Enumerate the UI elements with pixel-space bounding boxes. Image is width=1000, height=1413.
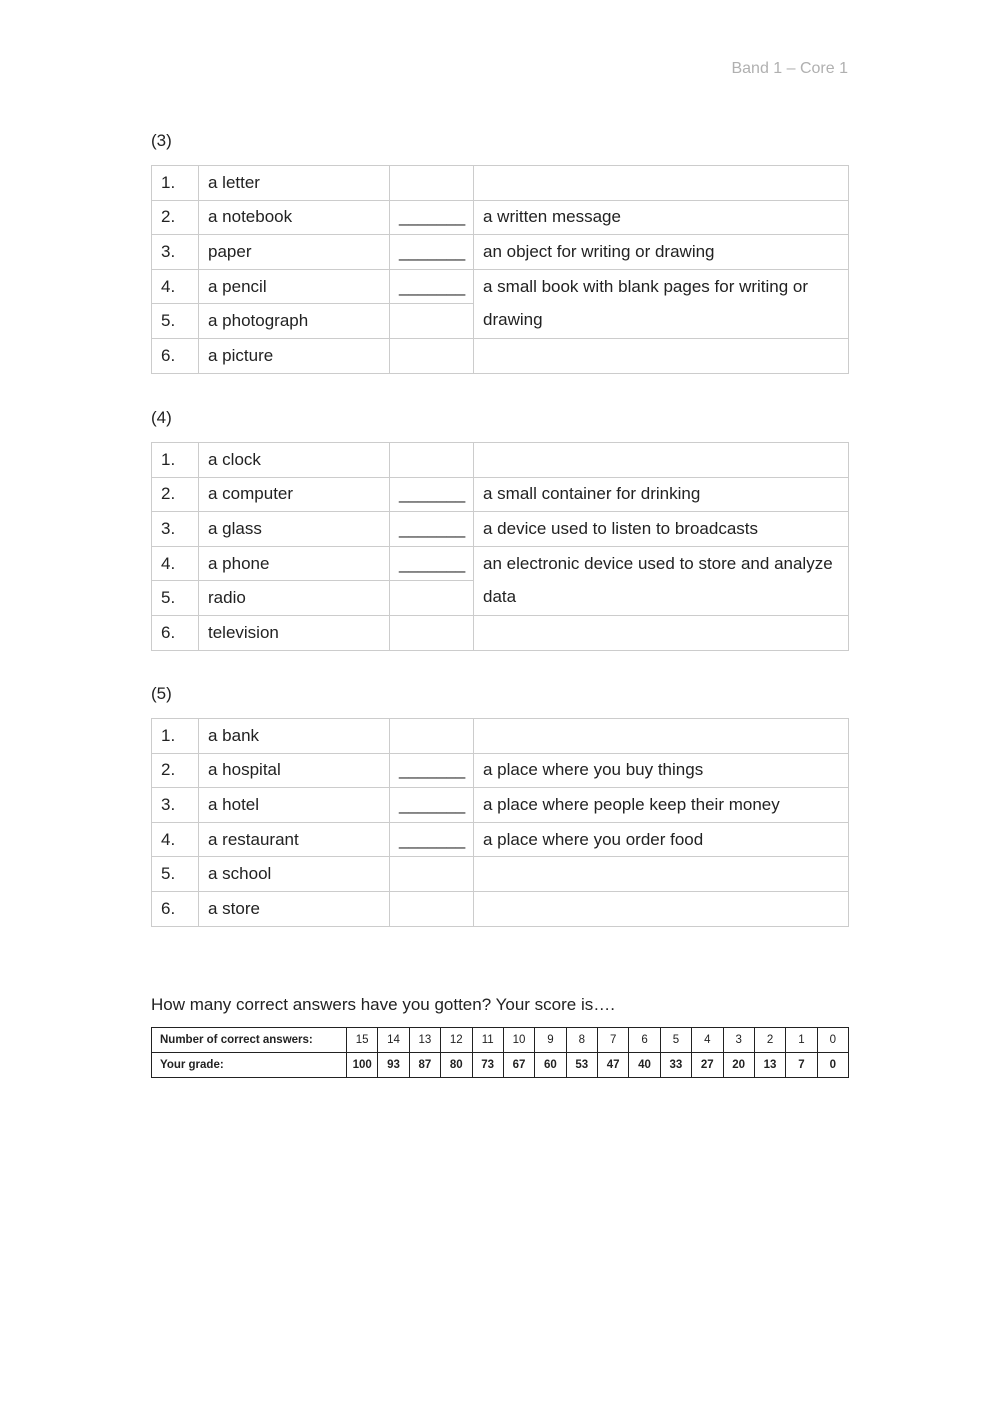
answer-blank[interactable]: _______ [390,477,474,512]
grade-value: 47 [598,1053,629,1078]
table-row [152,338,849,373]
item-number: 4. [152,269,199,304]
correct-count: 14 [378,1028,409,1053]
item-number: 5. [152,581,199,616]
correct-count: 8 [566,1028,597,1053]
table-row [152,857,849,892]
table-row [152,719,849,754]
grade-value: 13 [754,1053,785,1078]
section-label: (3) [151,131,172,150]
correct-count: 7 [598,1028,629,1053]
item-word: a clock [199,443,390,478]
item-number: 3. [152,512,199,547]
definition [474,719,849,754]
grade-value: 53 [566,1053,597,1078]
table-row [152,512,849,547]
table-row [152,822,849,857]
table-row [152,200,849,235]
correct-count: 9 [535,1028,566,1053]
grade-value: 0 [817,1053,848,1078]
item-word: a restaurant [199,822,390,857]
grade-value: 60 [535,1053,566,1078]
table-row [152,546,849,581]
item-word: a letter [199,166,390,201]
grade-value: 67 [503,1053,534,1078]
answer-blank[interactable] [390,304,474,339]
table-row [152,891,849,926]
matching-table [151,165,849,374]
answer-blank[interactable] [390,166,474,201]
item-word: a notebook [199,200,390,235]
table-row [152,615,849,650]
item-word: a school [199,857,390,892]
table-row [152,788,849,823]
page-header: Band 1 – Core 1 [731,60,848,77]
answer-blank[interactable] [390,443,474,478]
item-word: a store [199,891,390,926]
answer-blank[interactable]: _______ [390,512,474,547]
item-number: 2. [152,753,199,788]
section-label: (4) [151,408,172,427]
grade-label: Your grade: [152,1053,347,1078]
grade-value: 100 [347,1053,378,1078]
correct-count: 0 [817,1028,848,1053]
grade-value: 7 [786,1053,817,1078]
item-word: a photograph [199,304,390,339]
item-word: radio [199,581,390,616]
grade-value: 73 [472,1053,503,1078]
answer-blank[interactable] [390,891,474,926]
item-number: 1. [152,443,199,478]
section-label: (5) [151,684,172,703]
item-word: a picture [199,338,390,373]
correct-count: 1 [786,1028,817,1053]
correct-count: 11 [472,1028,503,1053]
answer-blank[interactable] [390,719,474,754]
score-question: How many correct answers have you gotten? Your score is…. [151,995,615,1014]
table-row [152,235,849,270]
item-word: a bank [199,719,390,754]
definition: a small container for drinking [474,477,849,512]
item-number: 6. [152,338,199,373]
table-row [152,443,849,478]
table-row [152,753,849,788]
correct-count: 13 [409,1028,440,1053]
answer-blank[interactable]: _______ [390,200,474,235]
answer-blank[interactable]: _______ [390,269,474,304]
definition: a written message [474,200,849,235]
item-number: 2. [152,477,199,512]
item-number: 3. [152,788,199,823]
definition: an electronic device used to store and analyze data [474,546,849,615]
answer-blank[interactable]: _______ [390,753,474,788]
correct-count: 2 [754,1028,785,1053]
answer-blank[interactable] [390,581,474,616]
definition: an object for writing or drawing [474,235,849,270]
definition: a place where people keep their money [474,788,849,823]
grade-row [152,1053,849,1078]
definition: a device used to listen to broadcasts [474,512,849,547]
item-number: 5. [152,857,199,892]
item-word: paper [199,235,390,270]
table-row [152,477,849,512]
item-number: 4. [152,546,199,581]
item-number: 2. [152,200,199,235]
grade-value: 27 [692,1053,723,1078]
item-word: a phone [199,546,390,581]
item-word: a computer [199,477,390,512]
answer-blank[interactable]: _______ [390,822,474,857]
correct-count: 6 [629,1028,660,1053]
item-number: 4. [152,822,199,857]
item-word: a hotel [199,788,390,823]
definition [474,891,849,926]
grade-value: 40 [629,1053,660,1078]
correct-count: 12 [441,1028,472,1053]
grade-value: 93 [378,1053,409,1078]
matching-table [151,718,849,927]
grade-value: 20 [723,1053,754,1078]
answer-blank[interactable]: _______ [390,788,474,823]
correct-count: 15 [347,1028,378,1053]
item-number: 3. [152,235,199,270]
definition [474,443,849,478]
definition: a place where you order food [474,822,849,857]
grade-value: 80 [441,1053,472,1078]
answer-blank[interactable] [390,338,474,373]
answer-blank[interactable]: _______ [390,546,474,581]
item-number: 6. [152,615,199,650]
item-word: a pencil [199,269,390,304]
correct-answers-label: Number of correct answers: [152,1028,347,1053]
table-row [152,269,849,304]
item-number: 1. [152,719,199,754]
definition [474,338,849,373]
item-word: a glass [199,512,390,547]
item-word: a hospital [199,753,390,788]
definition: a place where you buy things [474,753,849,788]
definition [474,166,849,201]
answer-blank[interactable]: _______ [390,235,474,270]
matching-table [151,442,849,651]
definition [474,857,849,892]
item-number: 1. [152,166,199,201]
item-word: television [199,615,390,650]
score-table [151,1027,849,1078]
correct-count: 4 [692,1028,723,1053]
answer-blank[interactable] [390,615,474,650]
definition: a small book with blank pages for writing or drawing [474,269,849,338]
correct-count: 5 [660,1028,691,1053]
correct-count: 10 [503,1028,534,1053]
table-row [152,166,849,201]
grade-value: 33 [660,1053,691,1078]
item-number: 6. [152,891,199,926]
grade-value: 87 [409,1053,440,1078]
correct-answers-row [152,1028,849,1053]
correct-count: 3 [723,1028,754,1053]
item-number: 5. [152,304,199,339]
answer-blank[interactable] [390,857,474,892]
definition [474,615,849,650]
